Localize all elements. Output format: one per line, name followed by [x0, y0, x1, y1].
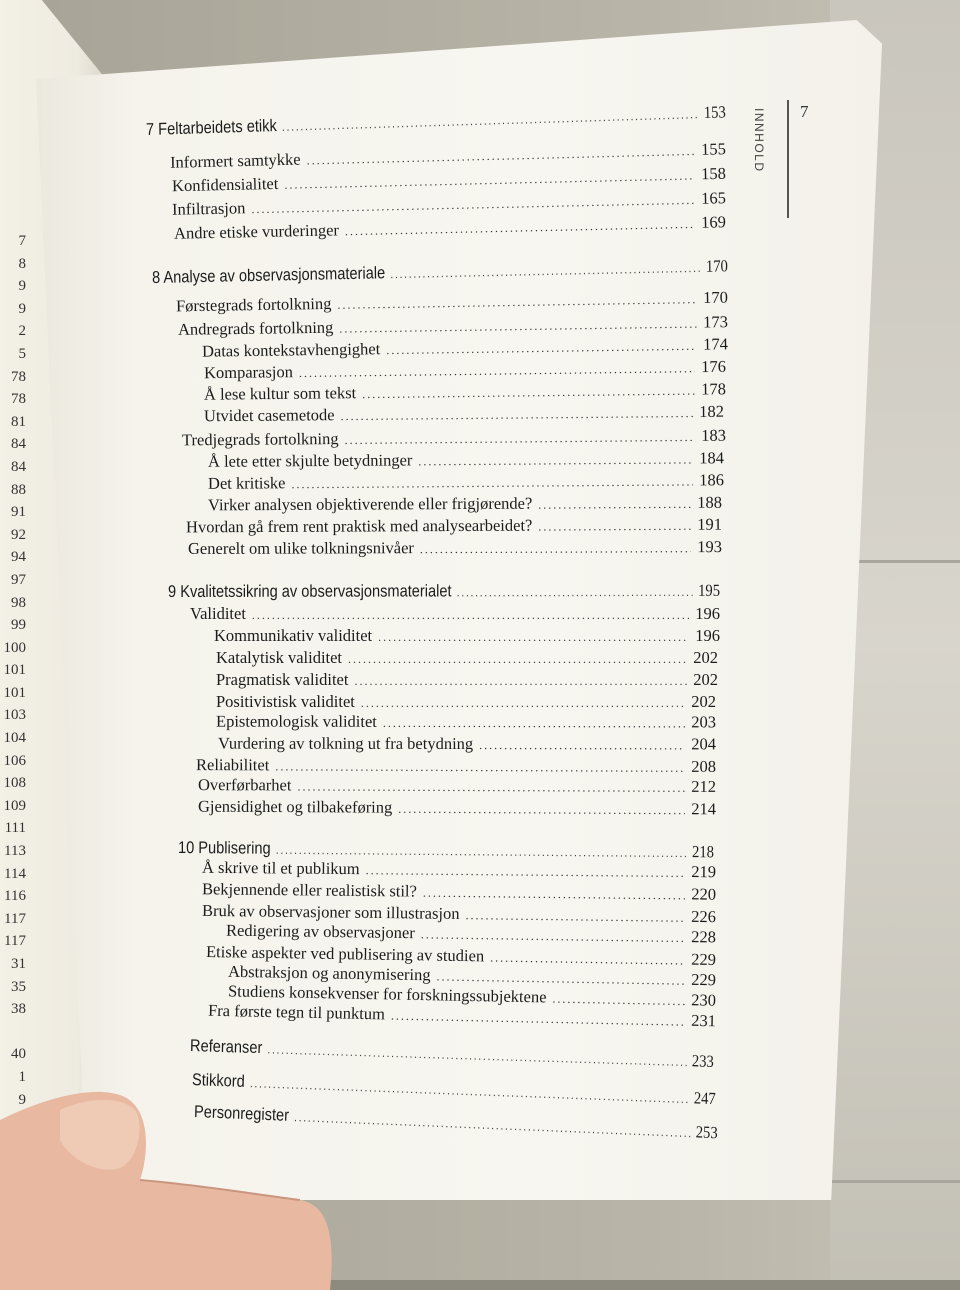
toc-dot-leader: [378, 627, 689, 647]
toc-entry-page: 212: [691, 776, 717, 796]
toc-entry-page: 204: [691, 734, 717, 754]
toc-entry-page: 188: [697, 492, 723, 512]
toc-entry-page: 247: [693, 1088, 717, 1109]
toc-entry-page: 220: [691, 884, 717, 904]
toc-entry-title: 8 Analyse av observasjonsmateriale: [151, 263, 386, 287]
toc-entry-title: Overførbarhet: [197, 775, 292, 795]
toc-entry-page: 233: [691, 1051, 715, 1071]
toc-entry-title: Positivistisk validitet: [216, 692, 355, 711]
toc-dot-leader: [297, 776, 685, 797]
toc-entry-page: 218: [692, 842, 715, 862]
toc-entry-page: 182: [699, 401, 725, 421]
toc-dot-leader: [345, 214, 696, 241]
toc-entry-page: 184: [699, 448, 725, 468]
toc-dot-leader: [398, 799, 685, 821]
toc-entry-page: 228: [691, 927, 717, 947]
left-page-number: 108: [3, 775, 26, 792]
toc-entry-title: Konfidensialitet: [171, 173, 279, 196]
toc-entry-page: 202: [693, 670, 718, 689]
left-page-number: 7: [18, 233, 26, 249]
toc-entry-title: Validitet: [190, 604, 246, 623]
toc-entry-title: Datas kontekstavhengighet: [201, 339, 381, 361]
toc-entry-page: 231: [691, 1010, 717, 1031]
toc-entry-title: Personregister: [193, 1102, 290, 1125]
toc-dot-leader: [345, 427, 696, 450]
left-page-number: 40: [11, 1046, 26, 1063]
left-page-number: 104: [3, 730, 26, 747]
toc-entry-title: Førstegrads fortolkning: [175, 293, 332, 316]
toc-entry-page: 219: [691, 862, 717, 882]
toc-entry-page: 155: [700, 139, 727, 159]
toc-entry-title: Bruk av observasjoner som illustrasjon: [201, 900, 460, 924]
running-head: INNHOLD: [752, 108, 766, 173]
toc-entry-page: 229: [691, 969, 717, 990]
toc-dot-leader: [282, 104, 699, 137]
toc-entry-title: Etiske aspekter ved publisering av studien: [205, 941, 485, 966]
toc-entry-page: 203: [691, 712, 717, 732]
toc-dot-leader: [390, 258, 701, 284]
toc-dot-leader: [348, 649, 687, 669]
toc-entry: [208, 470, 724, 495]
toc-dot-leader: [420, 538, 691, 559]
toc-entry-title: Stikkord: [191, 1070, 246, 1091]
left-page-number: 116: [4, 888, 26, 905]
thumb-holding-book: [0, 1090, 340, 1290]
toc-entry-page: 165: [700, 188, 727, 208]
toc-entry-page: 170: [705, 256, 729, 276]
toc-dot-leader: [337, 289, 697, 315]
toc-entry: [198, 775, 716, 798]
toc-entry-page: 170: [703, 287, 729, 308]
toc-entry-title: Hvordan gå frem rent praktisk med analysearbeidet?: [185, 515, 533, 537]
left-page-number: 38: [11, 1001, 26, 1018]
toc-entry: [216, 670, 718, 691]
toc-entry-page: 186: [699, 470, 725, 490]
toc-entry-title: 10 Publisering: [177, 838, 271, 858]
left-page-number: 94: [11, 549, 26, 566]
left-page-number: 31: [11, 956, 26, 972]
toc-dot-leader: [538, 494, 691, 515]
toc-entry: [208, 493, 722, 517]
toc-entry: [208, 448, 724, 473]
toc-entry-page: 196: [695, 604, 720, 623]
toc-entry-page: 183: [701, 425, 727, 445]
toc-dot-leader: [386, 336, 697, 360]
toc-entry-page: 229: [691, 949, 717, 970]
left-page-number: 113: [4, 843, 26, 860]
toc-entry-page: 208: [691, 756, 717, 776]
toc-dot-leader: [267, 1039, 687, 1072]
toc-entry-page: 214: [691, 799, 717, 819]
toc-entry-page: 176: [701, 356, 727, 377]
left-page-number: 111: [4, 820, 26, 837]
toc-dot-leader: [291, 471, 693, 494]
toc-entry-page: 193: [697, 537, 723, 557]
toc-entry-page: 202: [693, 648, 718, 667]
toc-entry-page: 174: [703, 334, 729, 354]
left-page-number: 100: [3, 639, 26, 656]
left-page-number: 2: [18, 323, 26, 340]
left-page-number: 99: [11, 617, 26, 634]
toc-dot-leader: [366, 860, 686, 883]
toc-dot-leader: [275, 756, 685, 777]
toc-entry-title: Komparasjon: [203, 362, 294, 383]
left-page-number: 117: [4, 933, 26, 950]
left-page-number: 114: [4, 865, 26, 882]
toc-entry-title: Abstraksjon og anonymisering: [227, 961, 431, 985]
toc-entry: [216, 692, 716, 713]
toc-dot-leader: [457, 582, 693, 602]
left-page-number: 103: [3, 707, 26, 724]
left-page-number: 1: [18, 1068, 26, 1085]
toc-entry-title: Gjensidighet og tilbakeføring: [197, 796, 393, 817]
toc-entry-title: Å lese kultur som tekst: [203, 383, 357, 404]
left-page-number: 78: [11, 391, 26, 408]
toc-entry-title: Å skrive til et publikum: [201, 857, 360, 879]
left-page-number: 35: [11, 978, 26, 995]
left-page-number: 106: [3, 752, 26, 769]
page-number: 7: [800, 102, 809, 121]
toc-entry: [216, 648, 718, 669]
toc-entry-title: Generelt om ulike tolkningsnivåer: [187, 538, 414, 558]
left-page-number: 9: [18, 278, 26, 295]
toc-dot-leader: [391, 1006, 686, 1032]
left-page-number: 109: [3, 797, 26, 814]
left-page-number: 117: [4, 910, 26, 927]
toc-dot-leader: [383, 713, 685, 734]
toc-entry-title: Utvidet casemetode: [203, 405, 335, 426]
toc-entry-title: Infiltrasjon: [171, 198, 246, 219]
toc-entry-title: Epistemologisk validitet: [215, 711, 377, 731]
left-page-number: 101: [3, 662, 26, 679]
toc-entry-page: 196: [695, 626, 720, 645]
left-page-number: 5: [18, 345, 26, 362]
toc-chapter-entry: [168, 581, 720, 603]
toc-entry-page: 253: [695, 1122, 718, 1143]
toc-entry-title: Katalytisk validitet: [216, 648, 343, 667]
left-page-number: 8: [18, 255, 26, 272]
toc-dot-leader: [354, 671, 687, 691]
toc-entry-title: Redigering av observasjoner: [225, 920, 415, 943]
toc-entry-title: Referanser: [189, 1036, 263, 1058]
toc-entry: [198, 797, 716, 821]
left-page-number: 81: [11, 413, 26, 430]
toc-entry-page: 153: [703, 102, 726, 123]
toc-dot-leader: [423, 883, 686, 906]
toc-entry-title: Fra første tegn til punktum: [207, 1000, 386, 1024]
toc-dot-leader: [538, 516, 691, 537]
toc-entry-page: 169: [700, 212, 727, 232]
toc-dot-leader: [421, 924, 686, 948]
toc-entry-title: Reliabilitet: [195, 755, 270, 775]
toc-dot-leader: [252, 605, 689, 625]
left-page-number: 98: [11, 594, 26, 611]
toc-entry-title: 7 Feltarbeidets etikk: [145, 116, 277, 139]
toc-entry: [218, 734, 716, 756]
toc-entry-title: Tredjegrads fortolkning: [181, 429, 339, 450]
left-page-number: 92: [11, 526, 26, 543]
toc-entry-title: Vurdering av tolkning ut fra betydning: [217, 733, 474, 754]
left-page-number: 84: [11, 436, 26, 453]
toc-entry-title: Andregrads fortolkning: [177, 317, 334, 339]
toc-chapter-entry: [146, 102, 726, 141]
toc-dot-leader: [361, 693, 685, 713]
toc-entry-title: 9 Kvalitetssikring av observasjonsmaterialet: [167, 581, 452, 601]
toc-entry-title: Det kritiske: [207, 473, 286, 493]
left-page-number: 91: [11, 504, 26, 521]
toc-entry-title: Kommunikativ validitet: [214, 626, 373, 645]
toc-entry-page: 178: [701, 379, 727, 399]
toc-entry-title: Virker analysen objektiverende eller frigjørende?: [207, 493, 533, 515]
toc-entry: [190, 604, 720, 625]
toc-entry: [186, 515, 722, 539]
left-page-number: 78: [11, 368, 26, 385]
toc-entry-title: Pragmatisk validitet: [216, 670, 349, 689]
toc-entry-title: Å lete etter skjulte betydninger: [207, 450, 413, 471]
toc-entry-page: 191: [697, 514, 723, 534]
toc-entry-page: 173: [703, 312, 729, 332]
toc-entry: [204, 402, 724, 428]
toc-entry: [182, 426, 726, 452]
toc-dot-leader: [479, 735, 685, 755]
toc-entry-page: 195: [698, 580, 721, 600]
toc-entry-title: Studiens konsekvenser for forskningssubjektene: [227, 981, 547, 1007]
toc-dot-leader: [418, 449, 693, 471]
left-page-number: 88: [11, 481, 26, 498]
left-page-number: 97: [11, 571, 26, 588]
toc-chapter-entry: [152, 256, 728, 289]
toc-entry-title: Andre etiske vurderinger: [173, 220, 340, 243]
toc-dot-leader: [362, 381, 695, 404]
toc-entry: [188, 537, 722, 560]
toc-entry-page: 202: [691, 692, 716, 711]
toc-entry-title: Informert samtykke: [169, 149, 301, 172]
left-page-number: 9: [18, 1091, 26, 1108]
left-page-number: 9: [18, 300, 26, 317]
toc-chapter-entry: [190, 1036, 714, 1073]
toc-entry-page: 230: [691, 990, 717, 1010]
toc-entry: [214, 626, 720, 647]
toc-entry: [216, 712, 716, 734]
toc-dot-leader: [294, 1107, 691, 1143]
toc-entry-page: 158: [700, 163, 727, 184]
toc-dot-leader: [340, 403, 693, 426]
toc-entry-page: 226: [691, 906, 717, 927]
left-page-number: 84: [11, 458, 26, 475]
left-page-number: 101: [3, 684, 26, 701]
toc-entry-title: Bekjennende eller realistisk stil?: [201, 879, 418, 901]
